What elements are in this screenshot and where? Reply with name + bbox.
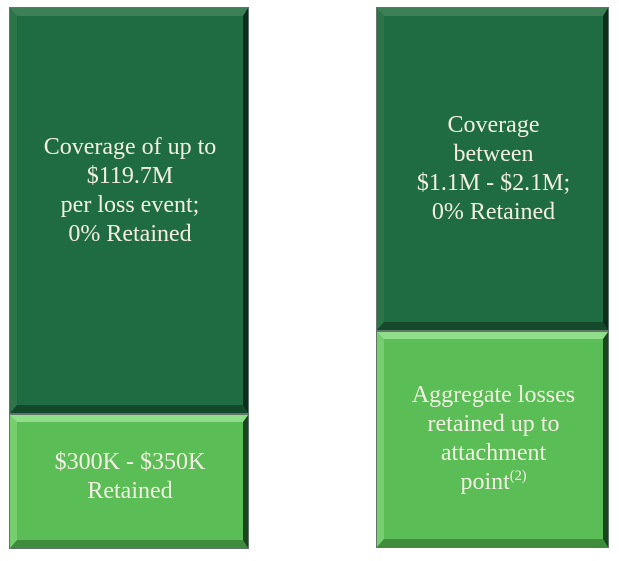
text-line: Coverage	[447, 112, 540, 138]
text-line: Coverage of up to	[43, 133, 217, 160]
text-line: between	[453, 141, 534, 167]
text-line: attachment	[440, 440, 547, 466]
text-line: retained up to	[427, 411, 560, 437]
text-line: per loss event;	[60, 191, 200, 218]
right-retained-box	[377, 332, 608, 547]
text-line: $119.7M	[86, 162, 174, 189]
left-tower	[10, 8, 248, 548]
text-line: Aggregate losses	[411, 382, 576, 408]
right-tower	[377, 8, 608, 547]
left-retained-text	[17, 448, 243, 506]
footnote-superscript: (2)	[509, 468, 527, 484]
text-line-last: point	[460, 469, 510, 495]
left-coverage-text	[17, 133, 243, 249]
right-coverage-box	[377, 8, 608, 330]
right-coverage-text	[384, 111, 603, 227]
text-line	[384, 468, 603, 497]
text-line: 0% Retained	[431, 199, 556, 225]
right-retained-text	[384, 381, 603, 497]
left-coverage-box	[10, 8, 248, 413]
text-line: $1.1M - $2.1M;	[416, 170, 571, 196]
text-line: $300K - $350K	[54, 449, 206, 475]
text-line: 0% Retained	[68, 220, 192, 247]
left-retained-box	[10, 415, 248, 548]
text-line: Retained	[87, 478, 173, 504]
